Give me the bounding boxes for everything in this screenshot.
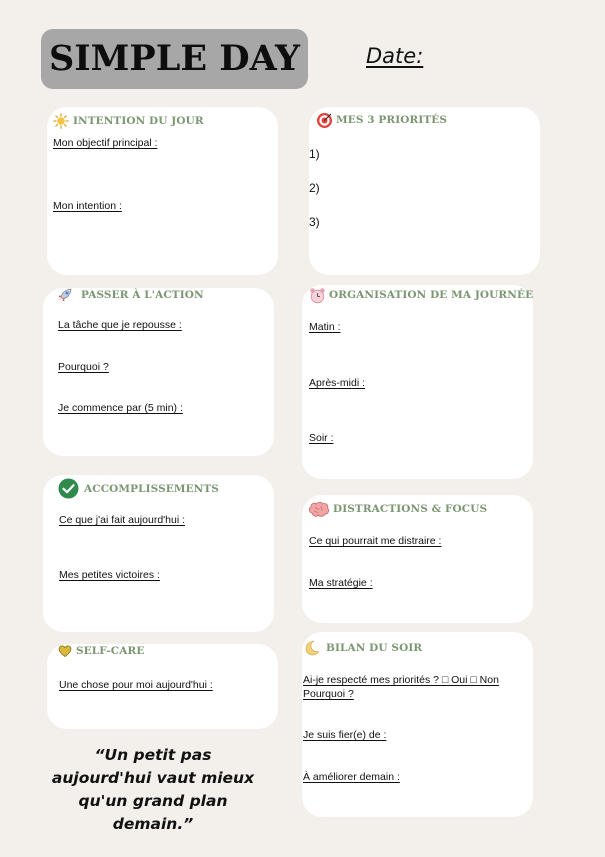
brain-icon bbox=[308, 500, 330, 518]
afternoon-field: Après-midi : bbox=[309, 377, 366, 389]
start-with-field: Je commence par (5 min) : bbox=[58, 402, 183, 414]
main-objective-field: Mon objectif principal : bbox=[53, 137, 158, 149]
strategy-field: Ma stratégie : bbox=[309, 577, 373, 589]
intention-title: INTENTION DU JOUR bbox=[73, 115, 204, 127]
proud-of-field: Je suis fier(e) de : bbox=[303, 729, 387, 741]
priorities-title: MES 3 PRIORITÉS bbox=[336, 114, 448, 126]
check-circle-icon bbox=[58, 478, 79, 499]
intention-card bbox=[47, 107, 278, 275]
moon-icon bbox=[303, 639, 321, 657]
evening-field: Soir : bbox=[309, 432, 334, 444]
why-field: Pourquoi ? bbox=[58, 361, 109, 373]
postponed-task-field: La tâche que je repousse : bbox=[58, 319, 182, 331]
priorities-respected-question: Ai-je respecté mes priorités ? □ Oui □ Non bbox=[303, 674, 499, 686]
distractions-title: DISTRACTIONS & FOCUS bbox=[333, 503, 488, 515]
organisation-title: ORGANISATION DE MA JOURNÉE bbox=[329, 289, 534, 301]
selfcare-card bbox=[47, 644, 278, 729]
target-icon bbox=[315, 111, 333, 129]
evening-review-title: BILAN DU SOIR bbox=[326, 642, 423, 654]
distractions-card bbox=[302, 495, 533, 623]
title-box bbox=[41, 29, 308, 89]
selfcare-field: Une chose pour moi aujourd'hui : bbox=[59, 679, 213, 691]
accomplishments-title: ACCOMPLISSEMENTS bbox=[84, 482, 219, 495]
alarm-clock-icon bbox=[308, 286, 326, 304]
priority-1: 1) bbox=[309, 147, 320, 161]
sun-icon bbox=[52, 112, 70, 130]
distractions-field: Ce qui pourrait me distraire : bbox=[309, 535, 442, 547]
intention-field: Mon intention : bbox=[53, 200, 122, 212]
priorities-card bbox=[309, 107, 540, 275]
why-question: Pourquoi ? bbox=[303, 688, 354, 700]
small-wins-field: Mes petites victoires : bbox=[59, 569, 160, 581]
heart-icon bbox=[58, 642, 72, 660]
improve-tomorrow-field: À améliorer demain : bbox=[303, 771, 400, 783]
priority-3: 3) bbox=[309, 215, 320, 229]
evening-review-card bbox=[302, 632, 533, 817]
morning-field: Matin : bbox=[309, 321, 341, 333]
done-today-field: Ce que j'ai fait aujourd'hui : bbox=[59, 514, 186, 526]
accomplishments-card bbox=[43, 475, 274, 632]
organisation-card bbox=[302, 285, 533, 479]
priority-2: 2) bbox=[309, 181, 320, 195]
page-title: SIMPLE DAY bbox=[49, 38, 300, 79]
action-card bbox=[43, 288, 274, 456]
action-title: PASSER À L'ACTION bbox=[81, 289, 204, 301]
date-label: Date: bbox=[366, 44, 424, 68]
selfcare-title: SELF-CARE bbox=[76, 645, 145, 657]
rocket-icon bbox=[56, 286, 74, 304]
motivational-quote: “Un petit pas aujourd'hui vaut mieux qu'un grand plan demain.” bbox=[51, 746, 255, 833]
